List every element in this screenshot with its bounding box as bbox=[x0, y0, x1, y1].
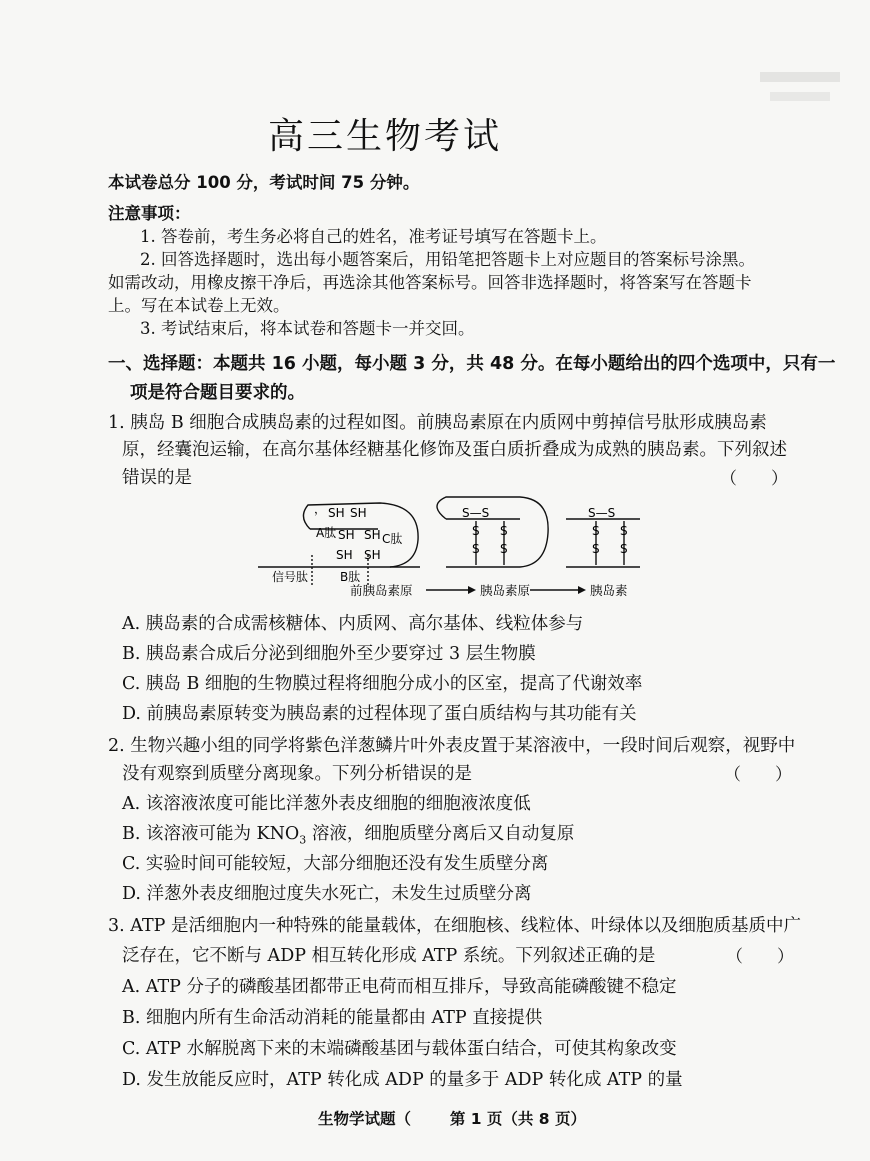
fig-label-ss-1: S—S bbox=[462, 506, 490, 520]
fig-stage-proinsulin: 胰岛素原 bbox=[480, 583, 531, 598]
notice-item-2-line-3: 上。写在本试卷上无效。 bbox=[108, 296, 290, 315]
q1-option-c: C. 胰岛 B 细胞的生物膜过程将细胞分成小的区室，提高了代谢效率 bbox=[122, 674, 643, 694]
q2-option-c: C. 实验时间可能较短，大部分细胞还没有发生质壁分离 bbox=[122, 854, 549, 874]
fig-label-sh-3: SH bbox=[338, 528, 355, 542]
page-title: 高三生物考试 bbox=[268, 116, 503, 157]
fig-label-ss-2: S—S bbox=[588, 506, 616, 520]
fig-label-sh-5: SH bbox=[336, 548, 353, 562]
fig-label-b-peptide: B肽 bbox=[340, 570, 361, 584]
fig-label-s-5: S bbox=[592, 524, 600, 538]
q1-stem-line-2: 原，经囊泡运输，在高尔基体经糖基化修饰及蛋白质折叠成为成熟的胰岛素。下列叙述 bbox=[122, 440, 787, 460]
section-1-heading-line-1: 一、选择题：本题共 16 小题，每小题 3 分，共 48 分。在每小题给出的四个选项中，只有一 bbox=[108, 354, 836, 374]
fig-label-comma: ， bbox=[314, 502, 327, 516]
section-1-heading-line-2: 项是符合题目要求的。 bbox=[130, 383, 305, 403]
notice-heading: 注意事项： bbox=[108, 204, 191, 223]
q1-stem-line-1: 1. 胰岛 B 细胞合成胰岛素的过程如图。前胰岛素原在内质网中剪掉信号肽形成胰岛素 bbox=[108, 413, 767, 433]
fig-label-a-peptide: A肽 bbox=[316, 526, 337, 540]
fig-label-s-4: S bbox=[500, 542, 508, 556]
exam-intro: 本试卷总分 100 分，考试时间 75 分钟。 bbox=[108, 173, 420, 192]
fig-label-s-3: S bbox=[472, 542, 480, 556]
notice-item-3: 3. 考试结束后，将本试卷和答题卡一并交回。 bbox=[140, 319, 475, 338]
q3-option-b: B. 细胞内所有生命活动消耗的能量都由 ATP 直接提供 bbox=[122, 1008, 543, 1028]
notice-item-2-line-2: 如需改动，用橡皮擦干净后，再选涂其他答案标号。回答非选择题时，将答案写在答题卡 bbox=[108, 273, 752, 292]
notice-item-2-line-1: 2. 回答选择题时，选出每小题答案后，用铅笔把答题卡上对应题目的答案标号涂黑。 bbox=[140, 250, 755, 269]
fig-label-s-7: S bbox=[592, 542, 600, 556]
q3-option-d: D. 发生放能反应时，ATP 转化成 ADP 的量多于 ADP 转化成 ATP 的量 bbox=[122, 1070, 683, 1090]
q2-option-b: B. 该溶液可能为 $KNO_3$ 溶液，细胞质壁分离后又自动复原 bbox=[122, 824, 575, 847]
q3-option-a: A. ATP 分子的磷酸基团都带正电荷而相互排斥，导致高能磷酸键不稳定 bbox=[122, 977, 677, 997]
fig-label-sh-2: SH bbox=[350, 506, 367, 520]
fig-label-sh-4: SH bbox=[364, 528, 381, 542]
q1-option-b: B. 胰岛素合成后分泌到细胞外至少要穿过 3 层生物膜 bbox=[122, 644, 536, 664]
q3-answer-paren: （ ） bbox=[726, 947, 794, 967]
fig-label-c-peptide: C肽 bbox=[382, 532, 403, 546]
fig-stage-insulin: 胰岛素 bbox=[590, 583, 628, 598]
fig-label-s-6: S bbox=[620, 524, 628, 538]
fig-label-sh-6: SH bbox=[364, 548, 381, 562]
q1-option-d: D. 前胰岛素原转变为胰岛素的过程体现了蛋白质结构与其功能有关 bbox=[122, 704, 637, 724]
q3-option-c: C. ATP 水解脱离下来的末端磷酸基团与载体蛋白结合，可使其构象改变 bbox=[122, 1039, 677, 1059]
proinsulin-c-loop bbox=[437, 497, 548, 567]
fig-stage-preproinsulin: 前胰岛素原 bbox=[350, 583, 413, 598]
fig-label-s-1: S bbox=[472, 524, 480, 538]
page-footer bbox=[318, 1107, 586, 1129]
fig-label-s-2: S bbox=[500, 524, 508, 538]
q3-stem-line-1: 3. ATP 是活细胞内一种特殊的能量载体，在细胞核、线粒体、叶绿体以及细胞质基质中广 bbox=[108, 916, 801, 936]
fig-label-s-8: S bbox=[620, 542, 628, 556]
fig-label-signal-peptide: 信号肽 bbox=[272, 570, 309, 584]
footer-page-number: 第 1 页（共 8 页） bbox=[449, 1110, 586, 1128]
notice-item-1: 1. 答卷前，考生务必将自己的姓名，准考证号填写在答题卡上。 bbox=[140, 227, 607, 246]
insulin-processing-diagram bbox=[250, 495, 670, 605]
q3-stem-line-2: 泛存在，它不断与 ADP 相互转化形成 ATP 系统。下列叙述正确的是 bbox=[122, 946, 656, 966]
q1-stem-line-3: 错误的是 bbox=[122, 468, 192, 488]
q2-answer-paren: （ ） bbox=[724, 765, 792, 785]
scan-bleed-marks bbox=[740, 60, 870, 120]
q1-answer-paren: （ ） bbox=[720, 469, 788, 489]
q2-option-a: A. 该溶液浓度可能比洋葱外表皮细胞的细胞液浓度低 bbox=[122, 794, 531, 814]
q2-option-d: D. 洋葱外表皮细胞过度失水死亡，未发生过质壁分离 bbox=[122, 884, 532, 904]
q1-option-a: A. 胰岛素的合成需核糖体、内质网、高尔基体、线粒体参与 bbox=[122, 614, 584, 634]
q2-stem-line-1: 2. 生物兴趣小组的同学将紫色洋葱鳞片叶外表皮置于某溶液中，一段时间后观察，视野中 bbox=[108, 736, 796, 756]
footer-subject: 生物学试题（ bbox=[318, 1110, 412, 1128]
fig-label-sh-1: SH bbox=[328, 506, 345, 520]
q2-stem-line-2: 没有观察到质壁分离现象。下列分析错误的是 bbox=[122, 764, 472, 784]
